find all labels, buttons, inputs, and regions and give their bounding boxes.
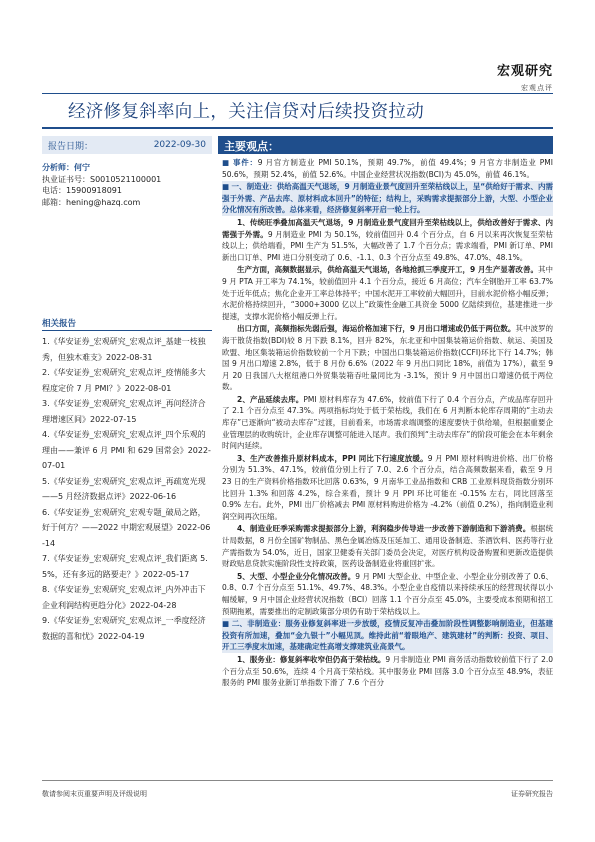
related-report-item[interactable]: 9.《华安证券_宏观研究_宏观点评_一季度经济数据的喜和忧》2022-04-19: [42, 616, 206, 641]
related-report-item[interactable]: 2.《华安证券_宏观研究_宏观点评_疫情能多大程度定价 7 月 PMI？》2022-08-01: [42, 368, 206, 393]
analyst-name: 分析师：何宁: [42, 163, 90, 172]
title-divider: [42, 127, 553, 129]
report-date: 2022-09-30: [153, 140, 206, 150]
analyst-cert: 执业证书号：S0010521100001: [42, 174, 162, 184]
paragraph-text: 9 月非制造业 PMI 商务活动指数较前值下行了 2.0 个百分点至 50.6%，连续 4 个月高于荣枯线。其中服务业 PMI 回落 3.0 个百分点至 48.9%，表征服务的 PMI 服务业新订单指数下滑了 7.6 个百分: [222, 654, 553, 688]
body-paragraph: [222, 571, 553, 617]
paragraph-text: 其中 9 月 PTA 开工率为 74.1%，较前值回升 4.1 个百分点，接近 6 月高位；汽车全钢胎开工率 63.7% 处于近年低点；焦化企业开工率总体持平；中国水泥开工率较前大幅回升，目前水泥价格小幅反弹；水泥价格持续回升，“3000+3000 亿以上”政策性金融工具资金 5000 亿陆续到位，基建推进一步提速，支撑水泥价格小幅反弹上行。: [222, 265, 554, 321]
report-subcategory: 宏观点评: [521, 84, 553, 92]
analyst-phone: 电话：15900918091: [42, 186, 122, 195]
related-report-item[interactable]: 8.《华安证券_宏观研究_宏观点评_内外冲击下企业利润结构更趋分化》2022-04-28: [42, 585, 206, 610]
paragraph-text: 9 月制造业 PMI 为 50.1%，较前值回升 0.4 个百分点，自 6 月以来再次恢复至荣枯线以上；供给端看，PMI 生产为 51.5%，大幅改善了 1.7 个百分点；需求端看，PMI 新订单、PMI 新出口订单、PMI 进口分别变动了 0.6、-1.1、0.3 个百分点至 49.8%、47.0%、48.1%。: [222, 229, 554, 262]
analyst-email[interactable]: 邮箱：hening@hazq.com: [42, 197, 141, 207]
keypoints-header: [218, 136, 553, 154]
paragraph-text: 其中波罗的海干散货指数(BDI)较 8 月下跌 8.1%，回升 82%，东北亚和中国集装箱运价指数、航运、美国及欧盟、地区集装箱运价指数较前一个月下跌；中国出口集装箱运价指数(CCFI)环比下行 14.7%；韩国 9 月出口增速 2.8%，低于 8 月份 6.6%（2022 年 9 月出口同比 18%，前值为 17%），截至 9 月 20 日我国八大枢纽港口外贸集装箱吞吐量同比为 -3.1%，预计 9 月中国出口增速仍低于两位数。: [222, 324, 554, 392]
paragraph-heading: 1、服务业：修复斜率收窄但仍高于荣枯线。: [237, 654, 386, 664]
event-label: 事件：: [232, 158, 258, 167]
body-paragraph: [222, 394, 553, 452]
paragraph-heading: 2、产品延续去库。: [237, 394, 304, 404]
section-lead-manufacturing: [222, 181, 553, 216]
report-header: [497, 60, 553, 93]
body-paragraph: [222, 523, 553, 569]
related-report-item[interactable]: 6.《华安证券_宏观研究_宏观专题_破局之路，好于何方？——2022 中期宏观展望》2022-06-14: [42, 507, 211, 548]
paragraph-heading: 1、传统旺季叠加高温天气退场，9 月制造业景气度回升至荣枯线以上，供给改善好于需求、内需强于外需。: [222, 217, 553, 239]
paragraph-text: 9 月 PMI 原材料购进价格、出厂价格分别为 51.3%、47.1%，较前值分别上行了 7.0、2.6 个百分点，结合高频数据来看，截至 9 月 23 日的生产资料价格指数环比回落 0.63%，9 月南华工业品指数和 CRB 工业原料现货指数分别环比回升 1.3% 和回落 4.2%，综合来看，预计 9 月 PPI 环比可能在 -0.15% 左右，同比回落至 0.9% 左右。此外，PMI 出厂价格减去 PMI 原材料购进价格为 -4.2%（前值 0.2%），指向制造业利润空间再次压缩。: [222, 453, 553, 521]
related-reports-title: 相关报告: [42, 319, 77, 329]
paragraph-heading: 5、大型、小型企业分化情况改善。: [237, 571, 356, 581]
body-paragraph: [222, 654, 553, 689]
body-paragraph: [222, 323, 553, 393]
related-divider: [42, 330, 212, 331]
bullet-icon: ■: [222, 158, 233, 167]
related-report-item[interactable]: 3.《华安证券_宏观研究_宏观点评_再问经济合理增速区间》2022-07-15: [42, 399, 206, 424]
related-reports-list: [42, 334, 212, 644]
event-text: 9 月官方制造业 PMI 50.1%，预期 49.7%，前值 49.4%；9 月官方非制造业 PMI 50.6%，预期 52.4%，前值 52.6%。中国企业经营状况指数(BCI)为 45.0%，前值 46.1%。: [222, 158, 553, 179]
paragraph-heading: 3、生产改善推升原材料成本，PPI 同比下行速度放缓。: [237, 453, 428, 463]
report-category: 宏观研究: [496, 64, 553, 79]
body-paragraph: [222, 264, 553, 322]
page-title: 经济修复斜率向上，关注信贷对后续投资拉动: [68, 102, 424, 122]
body-paragraph: [222, 453, 553, 523]
paragraph-heading: 出口方面，高频指标先弱后强，海运价格加速下行，9 月出口增速或仍低于两位数。: [237, 324, 516, 334]
related-report-item[interactable]: 1.《华安证券_宏观研究_宏观点评_基建一枝独秀，但独木难支》2022-08-31: [42, 337, 206, 362]
paragraph-heading: 4、制造业旺季采购需求提振部分上游，利润稳步传导进一步改善下游制造和下游消费。: [237, 524, 531, 534]
footer-divider: [42, 780, 553, 781]
related-report-item[interactable]: 7.《华安证券_宏观研究_宏观点评_我们距离 5.5%，还有多远的路要走？》2022-05-17: [42, 554, 208, 579]
paragraph-heading: 生产方面，高频数据显示，供给高温天气退场，各地抢抓三季度开工，9 月生产显著改善。: [237, 265, 538, 275]
footer-disclaimer: 敬请参阅末页重要声明及评级说明: [42, 790, 147, 798]
body-paragraph: [222, 217, 553, 263]
paragraph-text: 9 月 PMI 大型企业、中型企业、小型企业分别改善了 0.6、0.8、0.7 个百分点至 51.1%、49.7%、48.3%。小型企业自疫情以来持续承压的经营现状得以小幅缓解，9 月中国企业经营状况指数（BCI）回落 1.1 个百分点至 45.0%，主要受成本预期和招工预期拖累，需要推出的定制政策部分项仍有助于荣枯线以上。: [222, 571, 553, 616]
event-paragraph: [222, 157, 553, 180]
related-report-item[interactable]: 4.《华安证券_宏观研究_宏观点评_四个乐观的理由——兼评 6 月 PMI 和 629 国常会》2022-07-01: [42, 430, 211, 470]
related-report-item[interactable]: 5.《华安证券_宏观研究_宏观点评_再疏宽光现——5 月经济数据点评》2022-06-16: [42, 476, 206, 501]
main-body: [222, 157, 553, 690]
section-lead-text: 二、非制造业：服务业修复斜率进一步放缓，疫情反复冲击叠加阶段性调整影响制造业，但基建投资有所加速，叠加“金九银十”小幅见顶。维持此前“着眼地产、建筑建材”的判断：投资、项目、开工三季度末加速，基建确定性高增支撑建筑业高景气。: [222, 619, 553, 652]
report-date-row: [42, 136, 212, 154]
footer-doc-type: 证券研究报告: [511, 790, 553, 798]
bullet-icon: ■: [222, 182, 232, 192]
section-lead-non-manufacturing: [222, 618, 553, 653]
paragraph-text: 根据统计局数据，8 月份全国矿物制品、黑色金属冶炼及压延加工、通用设备制造、茶酒饮料、医药等行业产需指数为 54.0%，近日，国家卫健委有关部门委员会决定，对医疗机构设备购置和更新改造提供财政贴息贷款实施阶段性支持政策，医药设备制造业将重回扩张。: [222, 524, 554, 569]
title-bar: [42, 93, 553, 126]
keypoints-title: 主要观点：: [224, 140, 279, 153]
report-date-label: 报告日期：: [48, 141, 94, 152]
paragraph-text: PMI 原材料库存为 47.6%，较前值下行了 0.4 个百分点，产成品库存回升了 2.1 个百分点至 47.3%。两项指标均处于低于荣枯线，我们在 6 月判断本轮库存周期的“主动去库存”已逐渐向“被动去库存”过渡，目前看来，市场需求端调整的速度要快于供给端，但根据重要企业管理层的收购统计，企业库存调整可能进入尾声。我们预判“主动去库存”的阶段可能会在本年剩余时间内延续。: [222, 394, 554, 451]
section-lead-text: 一、制造业：供给高温天气退场，9 月制造业景气度回升至荣枯线以上，呈“供给好于需求、内需强于外需、产品去库、原材料成本回升”的特征；结构上，采购需求提振部分上游，大型、小型企业分化情况有所改善。总体来看，经济修复斜率开启一轮上行。: [222, 182, 553, 215]
bullet-icon: ■: [222, 619, 232, 629]
analyst-info: [42, 162, 212, 208]
